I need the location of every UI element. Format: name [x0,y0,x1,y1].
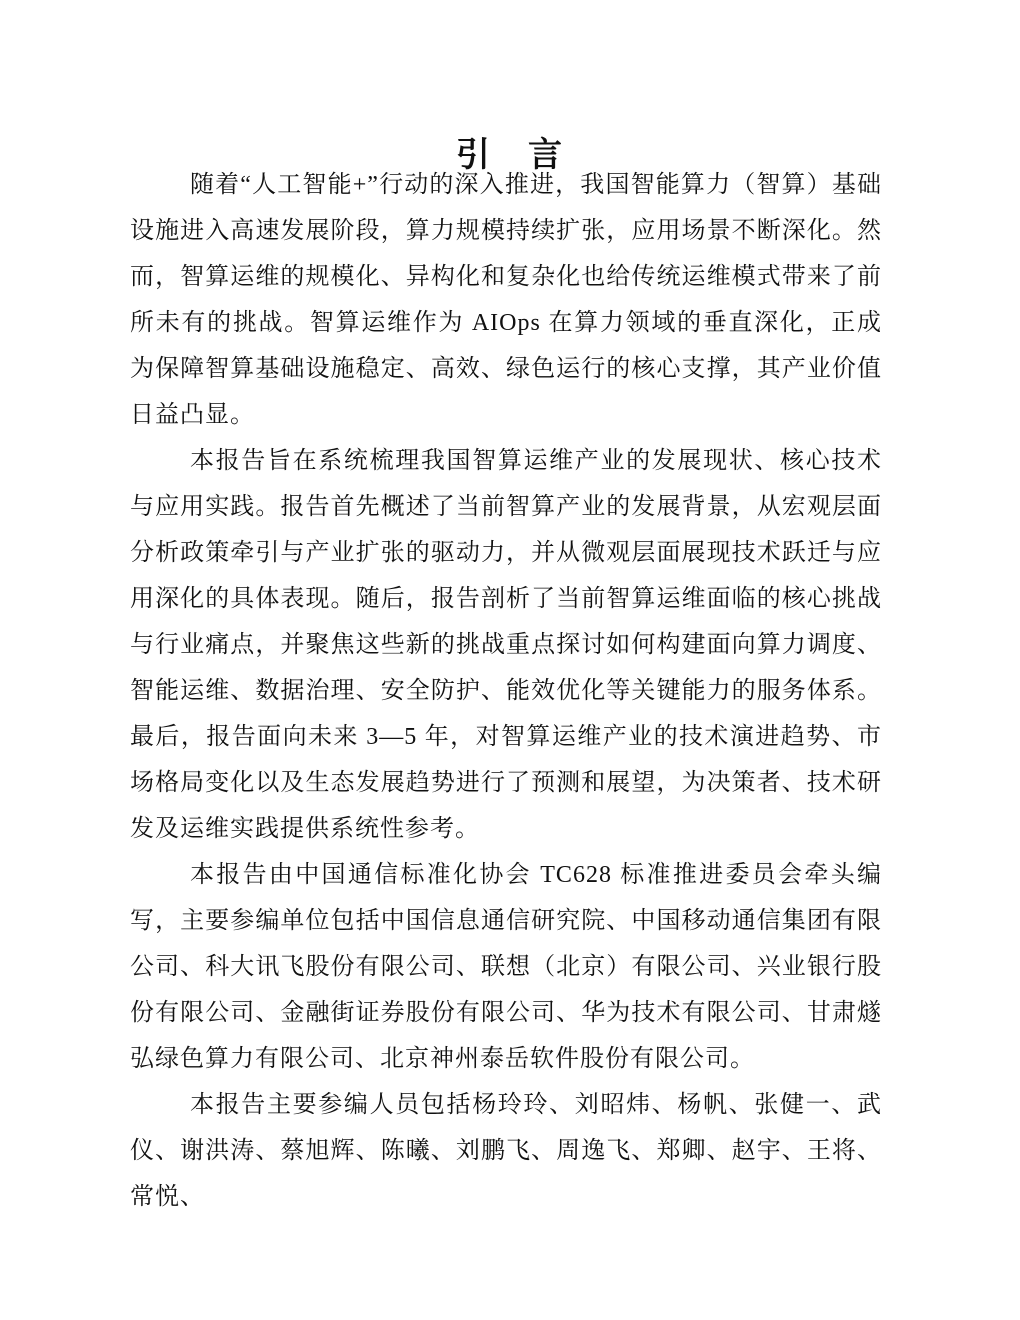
page-title: 引 言 [456,135,564,174]
document-body [130,162,882,1220]
paragraph-authoring-organizations: 本报告由中国通信标准化协会 TC628 标准推进委员会牵头编写，主要参编单位包括中国信息通信研究院、中国移动通信集团有限公司、科大讯飞股份有限公司、联想（北京）有限公司、兴业银行股份有限公司、金融街证券股份有限公司、华为技术有限公司、甘肃燧弘绿色算力有限公司、北京神州泰岳软件股份有限公司。 [130,862,882,1072]
paragraph-intro-background: 随着“人工智能+”行动的深入推进，我国智能算力（智算）基础设施进入高速发展阶段，算力规模持续扩张，应用场景不断深化。然而，智算运维的规模化、异构化和复杂化也给传统运维模式带来了前所未有的挑战。智算运维作为 AIOps 在算力领域的垂直深化，正成为保障智算基础设施稳定、高效、绿色运行的核心支撑，其产业价值日益凸显。 [130,172,882,428]
paragraph-contributors: 本报告主要参编人员包括杨玲玲、刘昭炜、杨帆、张健一、武仪、谢洪涛、蔡旭辉、陈曦、刘鹏飞、周逸飞、郑卿、赵宇、王将、常悦、 [130,1092,882,1210]
paragraph-report-scope: 本报告旨在系统梳理我国智算运维产业的发展现状、核心技术与应用实践。报告首先概述了当前智算产业的发展背景，从宏观层面分析政策牵引与产业扩张的驱动力，并从微观层面展现技术跃迁与应用深化的具体表现。随后，报告剖析了当前智算运维面临的核心挑战与行业痛点，并聚焦这些新的挑战重点探讨如何构建面向算力调度、智能运维、数据治理、安全防护、能效优化等关键能力的服务体系。最后，报告面向未来 3—5 年，对智算运维产业的技术演进趋势、市场格局变化以及生态发展趋势进行了预测和展望，为决策者、技术研发及运维实践提供系统性参考。 [130,448,882,842]
